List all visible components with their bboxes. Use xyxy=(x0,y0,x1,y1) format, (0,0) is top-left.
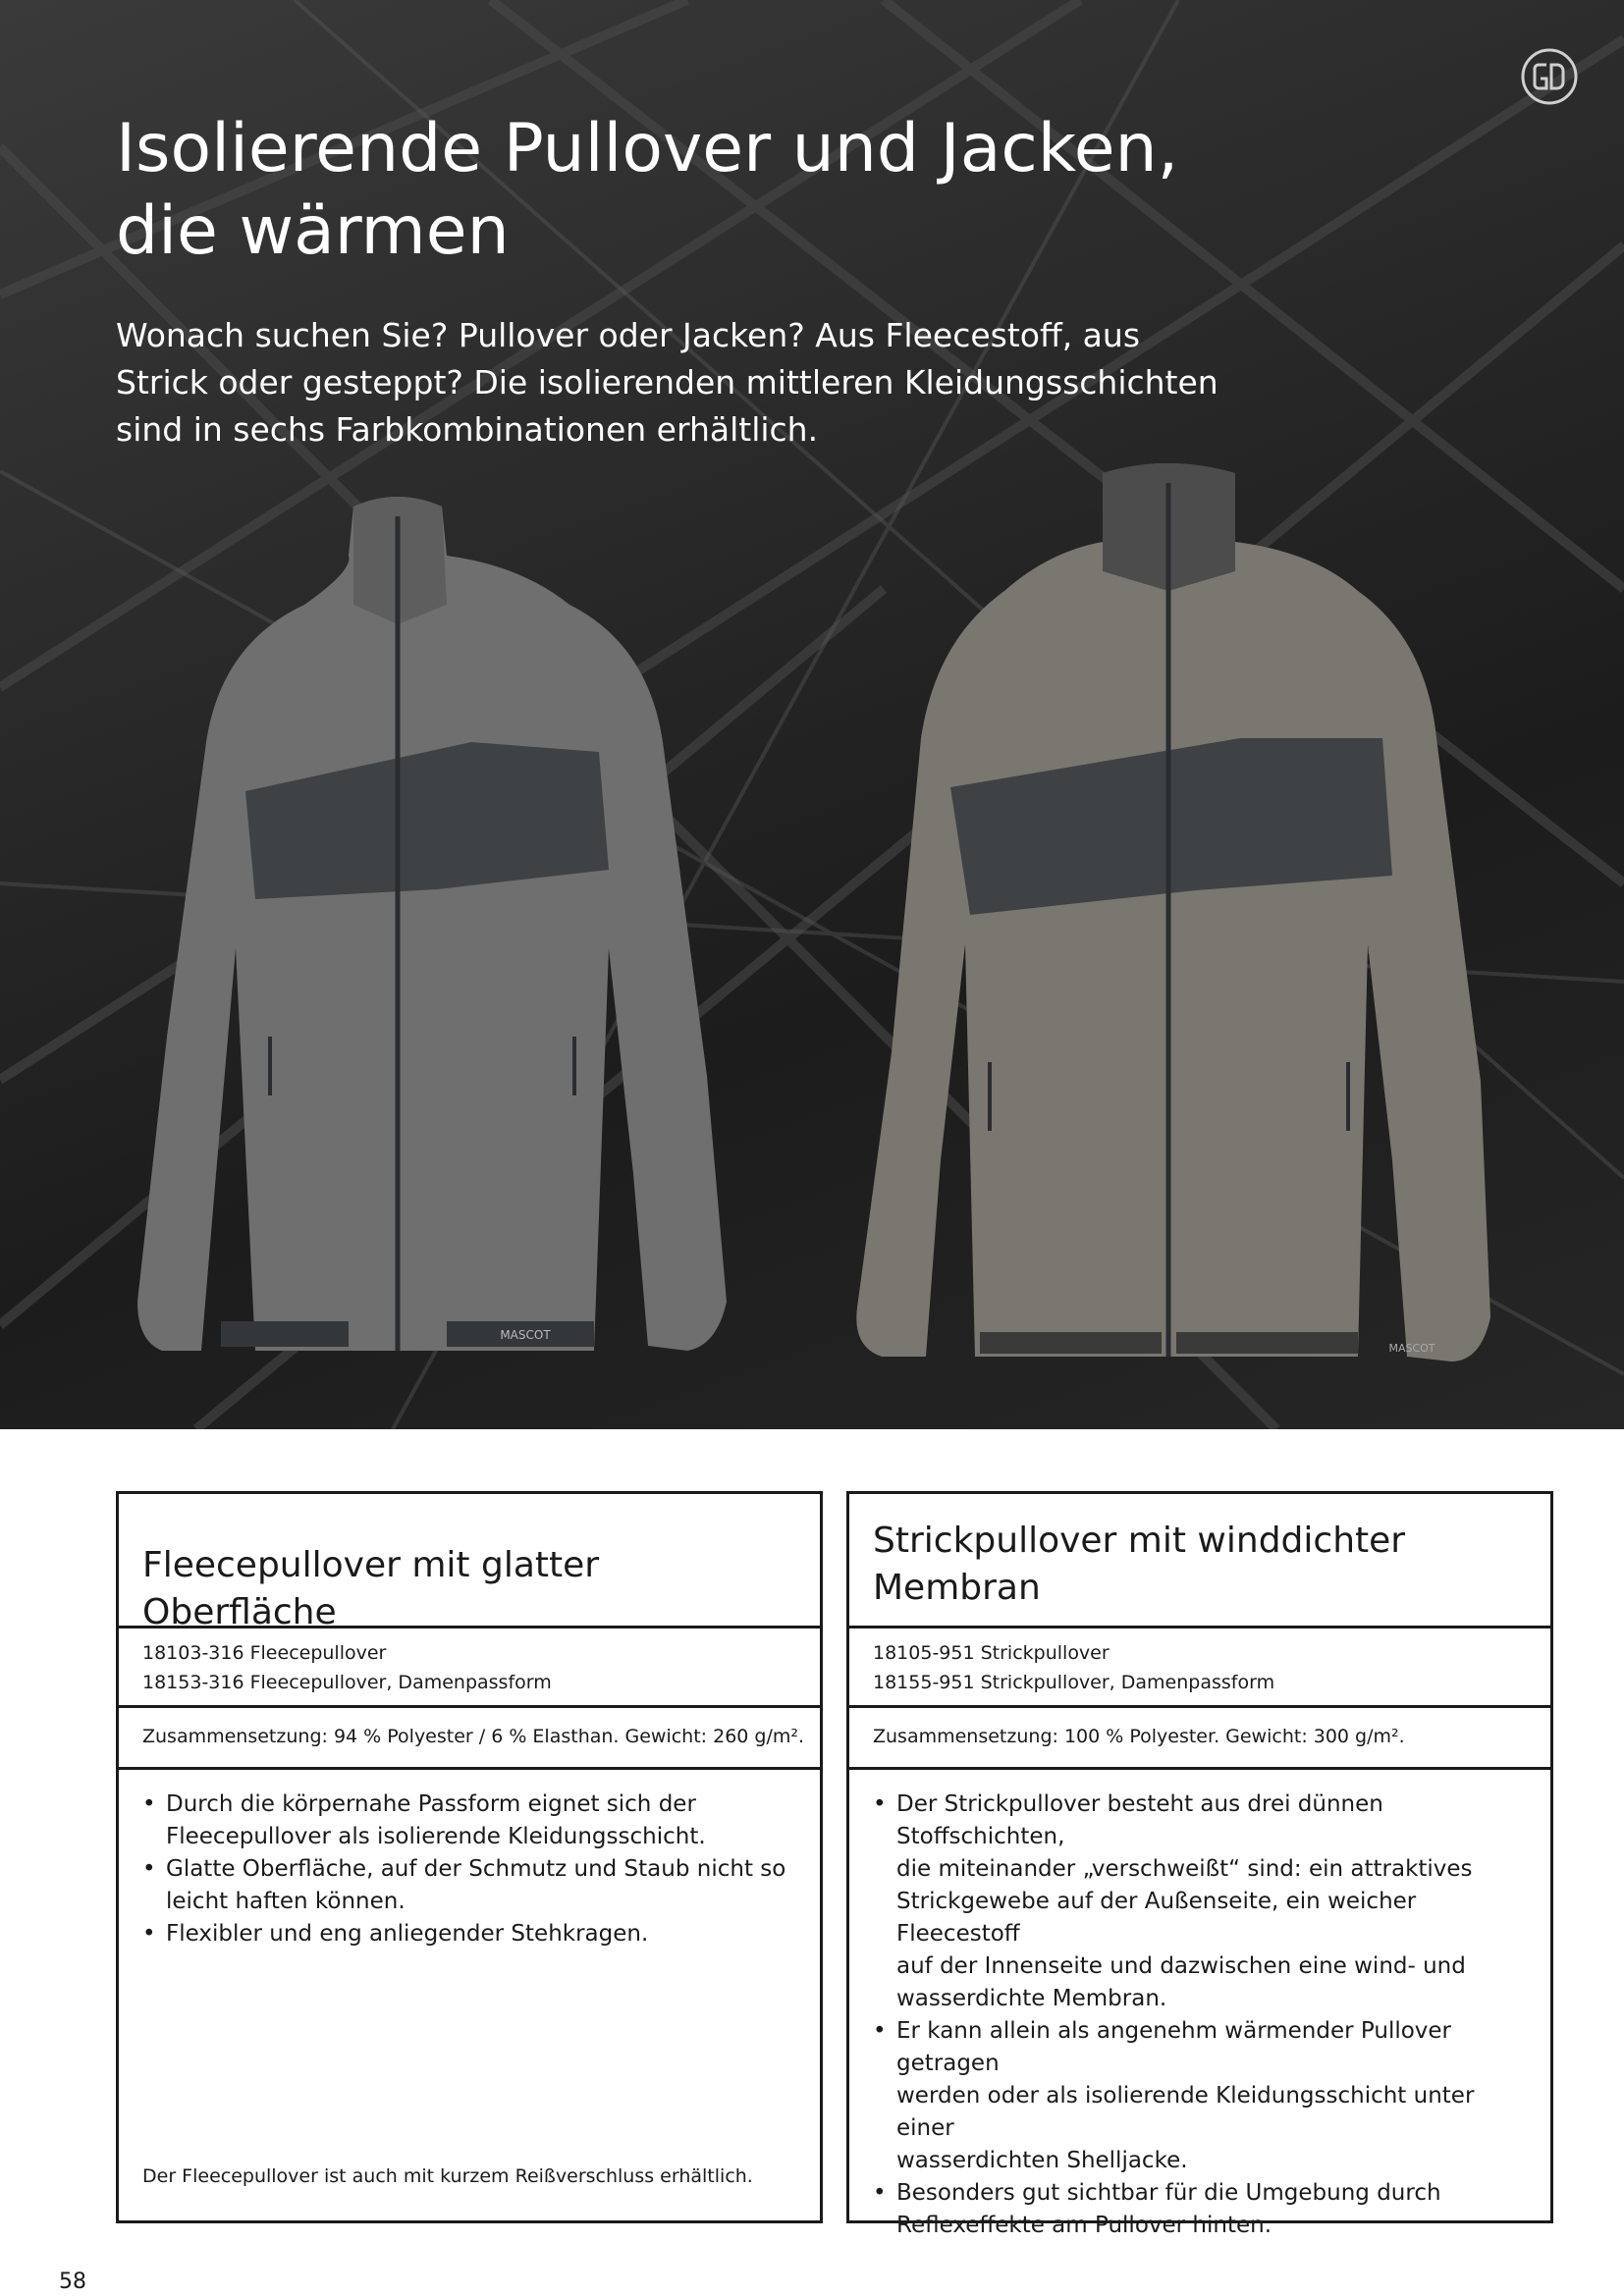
composition-box xyxy=(849,1708,1550,1770)
subtitle-line-1: Wonach suchen Sie? Pullover oder Jacken? Aus Fleecestoff, aus xyxy=(116,316,1141,354)
card-title-line-1: Strickpullover mit winddichter xyxy=(873,1521,1406,1561)
list-item-line: • Besonders gut sichtbar für die Umgebung durch xyxy=(896,2180,1441,2206)
list-item xyxy=(873,2015,1531,2177)
list-item-line: die miteinander „verschweißt“ sind: ein attraktives xyxy=(896,1856,1473,1882)
composition-text: Zusammensetzung: 94 % Polyester / 6 % Elasthan. Gewicht: 260 g/m². xyxy=(142,1726,805,1747)
list-item-line: • Er kann allein als angenehm wärmender Pullover getragen xyxy=(896,2018,1452,2076)
page-number: 58 xyxy=(59,2269,86,2294)
card-title-box xyxy=(849,1494,1550,1629)
article-code-1: 18103-316 Fleecepullover xyxy=(142,1642,387,1664)
composition-box xyxy=(119,1708,820,1770)
list-item xyxy=(873,2177,1531,2242)
list-item-line: leicht haften können. xyxy=(166,1889,406,1914)
list-item-line: • Flexibler und eng anliegender Stehkragen. xyxy=(166,1921,649,1947)
page-title xyxy=(116,108,1392,273)
list-item xyxy=(873,1789,1531,2015)
card-title-box xyxy=(119,1494,820,1632)
list-item-line: auf der Innenseite und dazwischen eine wind- und xyxy=(896,1953,1466,1979)
article-code-2: 18153-316 Fleecepullover, Damenpassform xyxy=(142,1672,552,1693)
article-codes xyxy=(849,1629,1550,1708)
feature-list xyxy=(873,1789,1531,2242)
composition-text: Zusammensetzung: 100 % Polyester. Gewicht: 300 g/m². xyxy=(873,1726,1405,1747)
subtitle-line-3: sind in sechs Farbkombinationen erhältlich. xyxy=(116,410,819,449)
list-item-line: • Der Strickpullover besteht aus drei dünnen Stoffschichten, xyxy=(896,1791,1383,1849)
page-title-line-2: die wärmen xyxy=(116,192,510,270)
article-code-2: 18155-951 Strickpullover, Damenpassform xyxy=(873,1672,1275,1693)
gd-logo-icon xyxy=(1520,47,1579,106)
feature-list xyxy=(142,1789,800,1950)
list-item xyxy=(142,1918,800,1950)
product-card-knit xyxy=(846,1491,1553,2238)
fleece-jacket-image xyxy=(59,487,825,1370)
list-item-line: • Glatte Oberfläche, auf der Schmutz und Staub nicht so xyxy=(166,1856,786,1882)
card-title xyxy=(873,1518,1521,1612)
list-item xyxy=(142,1789,800,1853)
article-codes xyxy=(119,1629,820,1708)
article-code-1: 18105-951 Strickpullover xyxy=(873,1642,1110,1664)
product-card-fleece xyxy=(116,1491,823,2223)
list-item-line: Fleecepullover als isolierende Kleidungsschicht. xyxy=(166,1824,706,1849)
list-item-line: wasserdichte Membran. xyxy=(896,1986,1167,2011)
list-item-line: • Durch die körpernahe Passform eignet sich der xyxy=(166,1791,696,1817)
knit-jacket-image xyxy=(803,454,1569,1376)
card-title-line-1: Fleecepullover mit glatter Oberfläche xyxy=(142,1545,600,1632)
card-title xyxy=(142,1542,790,1636)
left-jacket-brand-label: MASCOT xyxy=(500,1328,551,1342)
list-item xyxy=(142,1853,800,1918)
list-item-line: werden oder als isolierende Kleidungsschicht unter einer xyxy=(896,2083,1475,2141)
right-jacket-brand-label: MASCOT xyxy=(1388,1342,1435,1355)
subtitle-line-2: Strick oder gesteppt? Die isolierenden mittleren Kleidungsschichten xyxy=(116,363,1218,401)
list-item-line: Reflexeffekte am Pullover hinten. xyxy=(896,2213,1272,2238)
list-item-line: wasserdichten Shelljacke. xyxy=(896,2148,1188,2173)
page-title-line-1: Isolierende Pullover und Jacken, xyxy=(116,110,1179,187)
page-subtitle xyxy=(116,312,1373,454)
list-item-line: Strickgewebe auf der Außenseite, ein weicher Fleecestoff xyxy=(896,1889,1417,1947)
card-note: Der Fleecepullover ist auch mit kurzem Reißverschluss erhältlich. xyxy=(142,2165,753,2187)
card-title-line-2: Membran xyxy=(873,1568,1041,1608)
